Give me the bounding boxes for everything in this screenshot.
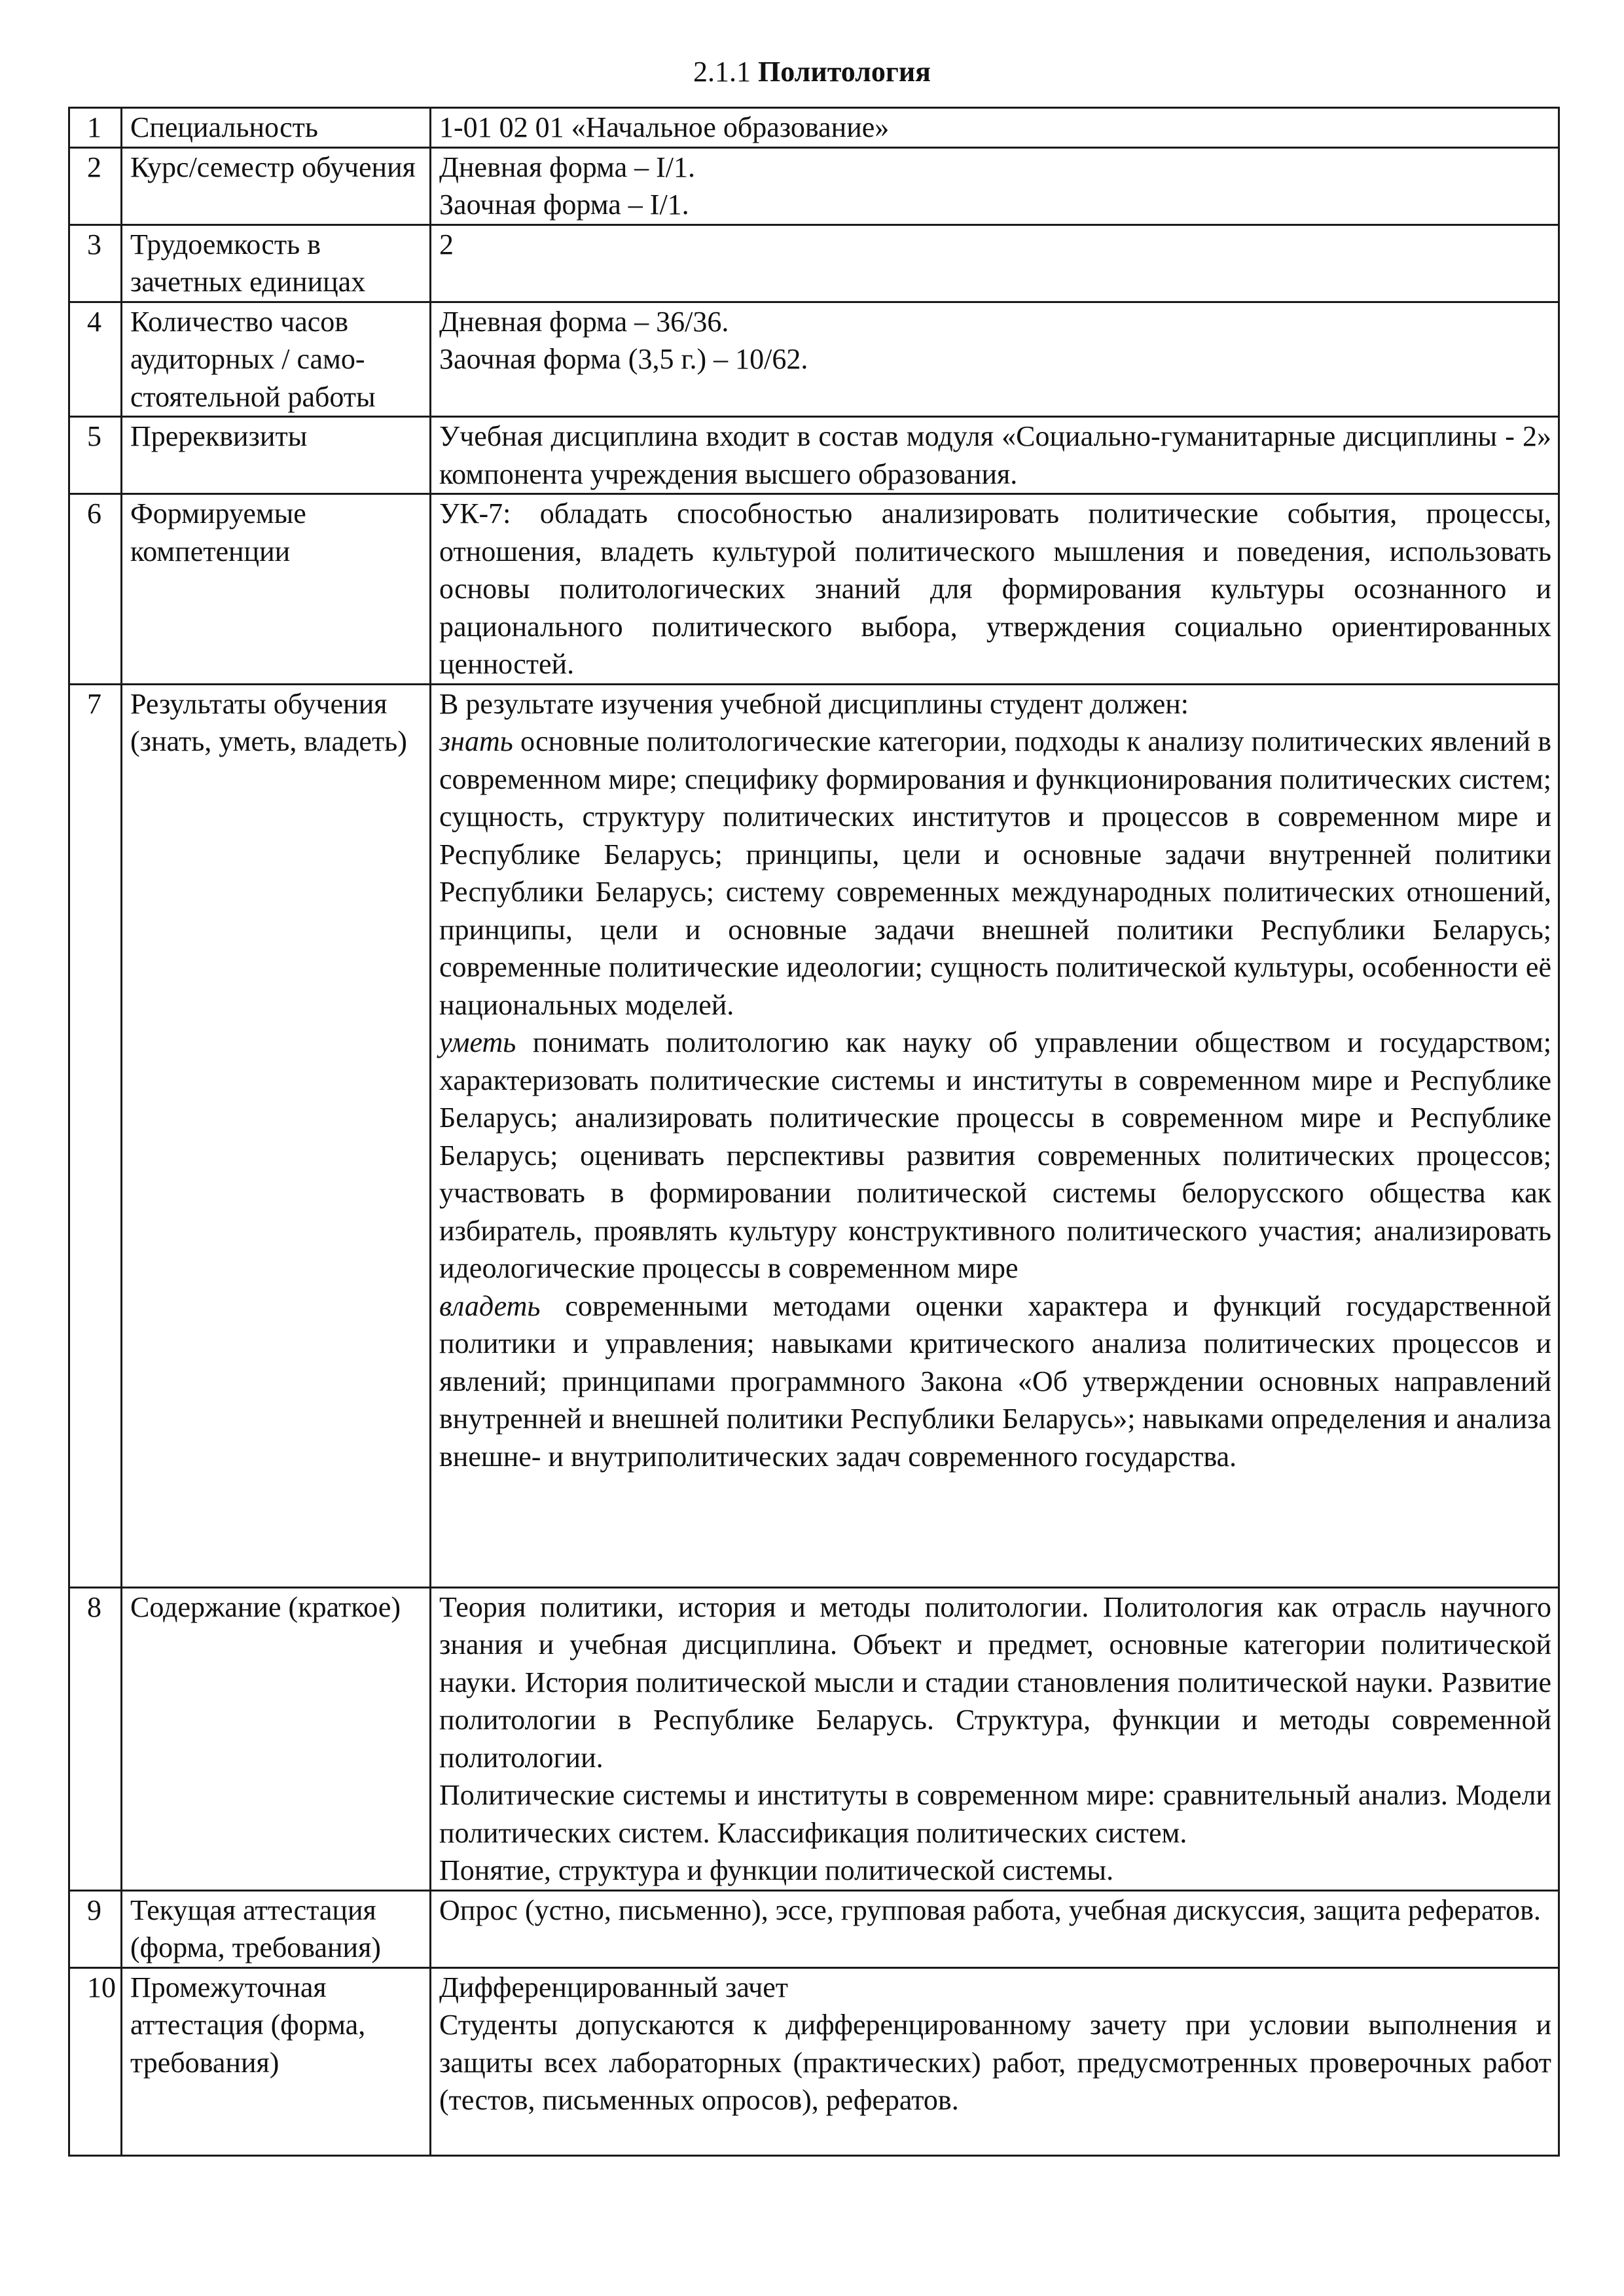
results-master: владеть современными методами оценки характера и функций государственной политики и управления; навыками критического анализа политических процессов и явлений; принципами программного Закона «Об утверждении основных направлений внутренней и внешней политики Республики Беларусь»; навыками определения и анализа внешне- и внутриполитических задач современного государства. [439, 1289, 1551, 1473]
row-label: Содержание (краткое) [122, 1587, 431, 1890]
row-number: 2 [69, 147, 122, 224]
results-intro: В результате изучения учебной дисциплины студент должен: [439, 687, 1189, 720]
row-label: Результаты обучения (знать, уметь, владеть) [122, 684, 431, 1587]
row-value: Учебная дисциплина входит в состав модуля «Социально-гуманитарные дисциплины - 2» компонента учреждения высшего образования. [431, 417, 1559, 494]
row-label: Пререквизиты [122, 417, 431, 494]
row-value: Дневная форма – 36/36. Заочная форма (3,5 г.) – 10/62. [431, 302, 1559, 417]
row-label: Специальность [122, 108, 431, 148]
row-value: 2 [431, 224, 1559, 302]
row-number: 6 [69, 494, 122, 685]
row-label: Курс/семестр обучения [122, 147, 431, 224]
results-know: знать основные политологические категории, подходы к анализу политических явлений в современном мире; специфику формирования и функционирования политических систем; сущность, структуру политических институтов и процессов в современном мире и Республике Беларусь; принципы, цели и основные задачи внутренней политики Республики Беларусь; систему современных международных политических отношений, принципы, цели и основные задачи внешней политики Республики Беларусь; современные политические идеологии; сущность политической культуры, особенности её национальных моделей. [439, 725, 1551, 1021]
row-label: Промежуточная аттестация (форма, требования) [122, 1967, 431, 2155]
row-value [431, 684, 1559, 1587]
row-label: Формируемые компетенции [122, 494, 431, 685]
row-number: 4 [69, 302, 122, 417]
row-number: 8 [69, 1587, 122, 1890]
row-number: 7 [69, 684, 122, 1587]
row-label: Количество часов аудиторных / само-стоятельной работы [122, 302, 431, 417]
row-number: 1 [69, 108, 122, 148]
table-row [69, 147, 1559, 224]
table-row [69, 1587, 1559, 1890]
row-value: УК-7: обладать способностью анализировать политические события, процессы, отношения, владеть культурой политического мышления и поведения, использовать основы политологических знаний для формирования культуры осознанного и рационального политического выбора, утверждения социально ориентированных ценностей. [431, 494, 1559, 685]
row-number: 10 [69, 1967, 122, 2155]
row-value: Теория политики, история и методы политологии. Политология как отрасль научного знания и учебная дисциплина. Объект и предмет, основные категории политической науки. История политической мысли и стадии становления политической науки. Развитие политологии в Республике Беларусь. Структура, функции и методы современной политологии. Политические системы и институты в современном мире: сравнительный анализ. Модели политических систем. Классификация политических систем. Понятие, структура и функции политической системы. [431, 1587, 1559, 1890]
table-row [69, 1967, 1559, 2155]
row-number: 3 [69, 224, 122, 302]
table-row [69, 417, 1559, 494]
row-value: 1-01 02 01 «Начальное образование» [431, 108, 1559, 148]
course-table [68, 107, 1560, 2157]
row-label: Трудоемкость в зачетных единицах [122, 224, 431, 302]
row-label: Текущая аттестация (форма, требования) [122, 1890, 431, 1967]
table-row [69, 224, 1559, 302]
table-row [69, 684, 1559, 1587]
page-title [0, 54, 1624, 90]
title-name: Политология [758, 56, 931, 88]
row-number: 5 [69, 417, 122, 494]
row-value: Дневная форма – I/1. Заочная форма – I/1. [431, 147, 1559, 224]
results-can: уметь понимать политологию как науку об управлении обществом и государством; характеризовать политические системы и институты в современном мире и Республике Беларусь; анализировать политические процессы в современном мире и Республике Беларусь; оценивать перспективы развития современных политических процессов; участвовать в формировании политической системы белорусского общества как избиратель, проявлять культуру конструктивного политического участия; анализировать идеологические процессы в современном мире [439, 1026, 1551, 1284]
title-prefix: 2.1.1 [693, 56, 751, 88]
row-value: Опрос (устно, письменно), эссе, групповая работа, учебная дискуссия, защита рефератов. [431, 1890, 1559, 1967]
table-row [69, 302, 1559, 417]
row-number: 9 [69, 1890, 122, 1967]
table-row [69, 1890, 1559, 1967]
table-row [69, 494, 1559, 685]
table-row [69, 108, 1559, 148]
row-value: Дифференцированный зачет Студенты допускаются к дифференцированному зачету при условии выполнения и защиты всех лабораторных (практических) работ, предусмотренных проверочных работ (тестов, письменных опросов), рефератов. [431, 1967, 1559, 2155]
